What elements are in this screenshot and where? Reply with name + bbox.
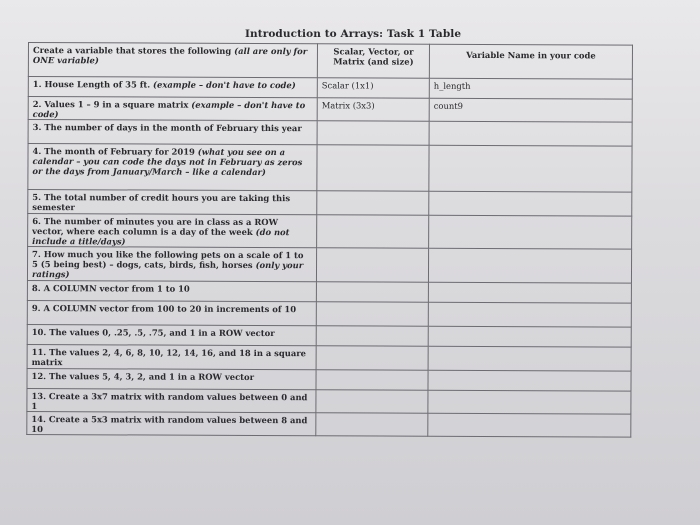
task-description: 9. A COLUMN vector from 100 to 20 in increments of 10 bbox=[31, 303, 297, 315]
task-varname-cell bbox=[428, 282, 631, 303]
task-description-cell bbox=[28, 120, 317, 145]
task-varname-cell bbox=[428, 326, 631, 347]
task-type-cell bbox=[316, 370, 428, 390]
task-varname-cell bbox=[429, 191, 632, 216]
task-description-cell bbox=[28, 214, 317, 248]
task-description-cell bbox=[27, 300, 316, 325]
task-varname-cell bbox=[428, 413, 631, 437]
task-description-cell bbox=[27, 324, 316, 345]
task-description-note: (do not include a title/days) bbox=[32, 226, 290, 247]
task-type-cell: Scalar (1x1) bbox=[317, 78, 429, 98]
table-row bbox=[27, 368, 631, 391]
table-row bbox=[27, 247, 631, 284]
task-description: 13. Create a 3x7 matrix with random values between 0 and 1 bbox=[31, 391, 308, 412]
task-description-cell bbox=[27, 280, 316, 301]
task-type-cell bbox=[316, 390, 428, 413]
task-description: 2. Values 1 – 9 in a square matrix bbox=[32, 99, 192, 110]
table-row bbox=[27, 300, 631, 327]
task-description-note: (what you see on a calendar – you can code the days not in February as zeros or the days from January/March – like a calendar) bbox=[32, 146, 303, 178]
header-row bbox=[28, 43, 632, 80]
task-type-cell: Matrix (3x3) bbox=[317, 98, 429, 121]
task-description: 12. The values 5, 4, 3, 2, and 1 in a ROW vector bbox=[31, 371, 255, 382]
task-description-cell bbox=[28, 97, 317, 121]
table-row bbox=[28, 120, 632, 147]
task-description: 8. A COLUMN vector from 1 to 10 bbox=[31, 283, 190, 294]
header-description-main: Create a variable that stores the following bbox=[32, 45, 235, 56]
task-type-cell bbox=[317, 215, 429, 248]
task-description-cell bbox=[28, 77, 317, 98]
task-type-cell bbox=[316, 413, 428, 436]
task-varname-cell bbox=[428, 390, 631, 414]
task-description-cell bbox=[27, 247, 316, 282]
header-cell-type: Scalar, Vector, or Matrix (and size) bbox=[317, 44, 429, 78]
task-description-cell bbox=[27, 388, 316, 412]
table-row bbox=[27, 324, 631, 347]
table-row bbox=[28, 77, 632, 100]
task-description: 3. The number of days in the month of February this year bbox=[32, 122, 302, 134]
task-varname-cell bbox=[429, 145, 632, 192]
task-table bbox=[26, 42, 633, 438]
header-description-italic: (all are only for ONE variable) bbox=[32, 45, 308, 66]
page-title: Introduction to Arrays: Task 1 Table bbox=[245, 28, 462, 40]
table-row bbox=[27, 388, 631, 414]
task-varname-cell bbox=[428, 248, 631, 283]
task-description-cell bbox=[28, 144, 317, 191]
table-row bbox=[28, 144, 632, 193]
task-varname-cell bbox=[428, 302, 631, 327]
task-type-cell bbox=[316, 302, 428, 326]
task-description: 6. The number of minutes you are in class as a ROW vector, where each column is a day of the week bbox=[32, 216, 279, 237]
task-type-cell bbox=[316, 248, 428, 282]
task-description-note: (example – don't have to code) bbox=[32, 99, 306, 120]
header-cell-varname: Variable Name in your code bbox=[429, 44, 632, 79]
task-description: 1. House Length of 35 ft. bbox=[32, 79, 154, 90]
task-description-cell bbox=[27, 368, 316, 389]
task-type-cell bbox=[317, 121, 429, 145]
table-row bbox=[27, 280, 631, 303]
task-description: 11. The values 2, 4, 6, 8, 10, 12, 14, 16, and 18 in a square matrix bbox=[31, 347, 307, 368]
task-type-cell bbox=[316, 282, 428, 302]
task-description-note: (example – don't have to code) bbox=[153, 79, 296, 91]
task-description: 5. The total number of credit hours you are taking this semester bbox=[32, 192, 291, 213]
task-description-note: (only your ratings) bbox=[31, 259, 304, 280]
table-row bbox=[28, 97, 632, 123]
table-row bbox=[28, 190, 632, 217]
task-description: 14. Create a 5x3 matrix with random values between 8 and 10 bbox=[31, 414, 308, 435]
task-varname-cell bbox=[429, 121, 632, 146]
task-type-cell bbox=[317, 145, 429, 191]
task-description: 4. The month of February for 2019 bbox=[32, 146, 198, 157]
table-row bbox=[27, 344, 631, 371]
task-description-cell bbox=[27, 344, 316, 369]
task-type-cell bbox=[317, 191, 429, 215]
task-varname-cell bbox=[429, 215, 632, 249]
table-row bbox=[28, 214, 632, 250]
task-type-cell bbox=[316, 346, 428, 370]
task-description-cell bbox=[28, 190, 317, 215]
header-cell-description bbox=[28, 43, 317, 78]
task-varname-cell bbox=[428, 370, 631, 391]
table-row bbox=[27, 411, 631, 437]
task-varname-cell bbox=[428, 346, 631, 371]
task-type-cell bbox=[316, 326, 428, 346]
task-description: 10. The values 0, .25, .5, .75, and 1 in a ROW vector bbox=[31, 327, 275, 339]
task-varname-cell: h_length bbox=[429, 78, 632, 99]
task-varname-cell: count9 bbox=[429, 98, 632, 122]
task-description-cell bbox=[27, 411, 316, 435]
task-description: 7. How much you like the following pets on a scale of 1 to 5 (5 being best) – dogs, cats, birds, fish, horses bbox=[32, 249, 304, 270]
